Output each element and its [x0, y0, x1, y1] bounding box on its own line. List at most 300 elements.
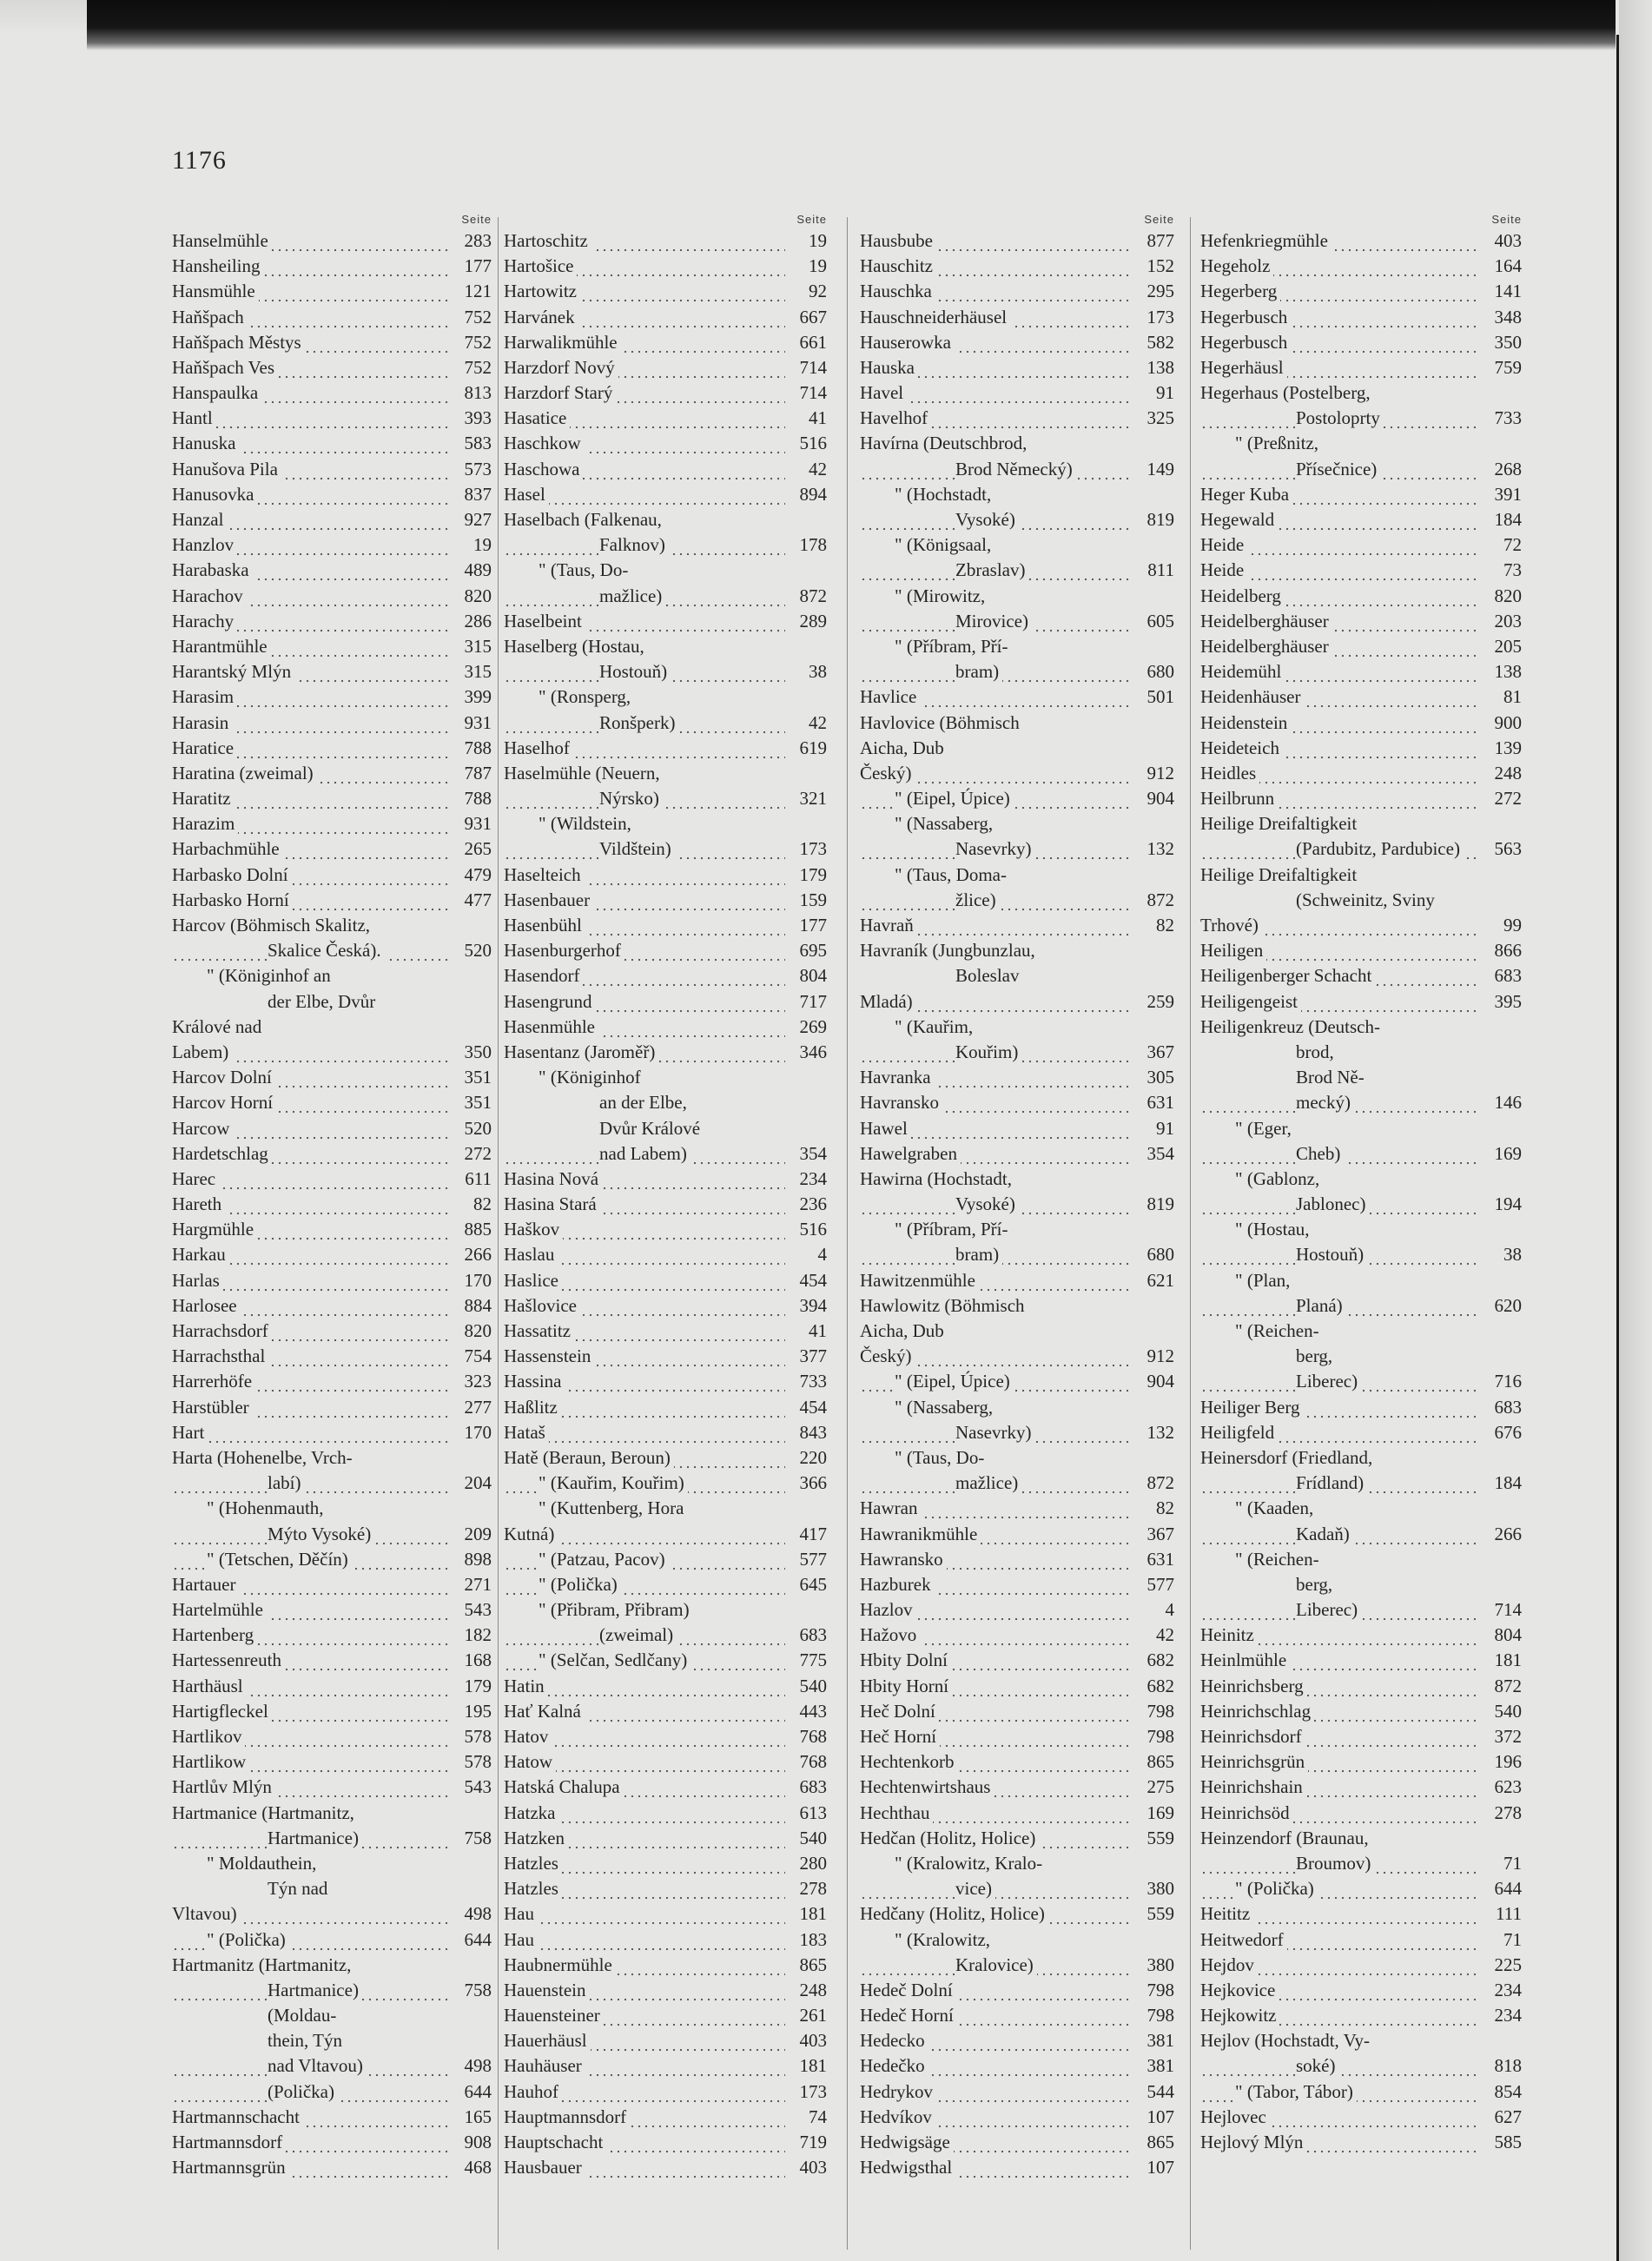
entry-page: 351	[464, 1092, 492, 1114]
index-entry	[504, 228, 827, 254]
index-column-1	[172, 211, 492, 2252]
index-entry	[860, 1293, 1174, 1319]
index-entry	[172, 1522, 492, 1547]
entry-name: Harcov Dolní	[172, 1065, 450, 1090]
entry-page: 351	[464, 1067, 492, 1088]
entry-name: žlice)	[860, 888, 1133, 913]
entry-page: 837	[464, 483, 492, 505]
index-entry	[1200, 1319, 1522, 1344]
index-entry	[504, 1293, 827, 1319]
scan-top-margin	[0, 0, 87, 35]
entry-name: " (Nassaberg,	[895, 1396, 994, 1418]
entry-page: 149	[1146, 458, 1174, 479]
entry-page: 719	[799, 2132, 827, 2153]
entry-page: 350	[1494, 331, 1522, 353]
entry-name: Harstübler	[172, 1395, 450, 1420]
index-entry	[504, 507, 827, 532]
entry-name: " (Eipel, Úpice)	[860, 786, 1133, 811]
index-entry	[1200, 2028, 1522, 2053]
index-entry	[504, 1901, 827, 1927]
index-entry	[860, 457, 1174, 482]
index-entry	[172, 558, 492, 583]
entry-page: 169	[1494, 1142, 1522, 1164]
entry-page: 644	[464, 2080, 492, 2102]
entry-name: Hasengrund	[504, 989, 785, 1015]
index-entry	[1200, 1623, 1522, 1648]
index-entry	[504, 913, 827, 938]
entry-page: 683	[799, 1776, 827, 1798]
entry-name: bram)	[860, 659, 1133, 684]
entry-page: 931	[464, 711, 492, 733]
entry-page: 99	[1503, 915, 1522, 936]
entry-name: Aicha, Dub	[860, 1320, 944, 1342]
entry-name: berg,	[1296, 1345, 1333, 1367]
entry-page: 138	[1494, 661, 1522, 683]
entry-page: 82	[1156, 915, 1174, 936]
entry-name: Harlas	[172, 1268, 450, 1293]
entry-page: 501	[1146, 686, 1174, 708]
index-entry	[172, 1978, 492, 2003]
entry-name: " Moldauthein,	[207, 1852, 317, 1874]
entry-page: 811	[1147, 559, 1174, 581]
entry-page: 644	[464, 1928, 492, 1950]
index-entry	[860, 254, 1174, 279]
entry-page: 266	[464, 1244, 492, 1266]
index-entry	[860, 837, 1174, 863]
entry-name: nad Vltavou)	[172, 2053, 450, 2079]
index-entry	[860, 584, 1174, 609]
entry-name: Heger Kuba	[1200, 482, 1480, 507]
index-entry	[1200, 2105, 1522, 2130]
index-entry	[172, 1674, 492, 1699]
entry-name: Hantl	[172, 406, 450, 431]
entry-name: Nasevrky)	[860, 836, 1133, 862]
entry-page: 752	[464, 331, 492, 353]
index-entry	[504, 1090, 827, 1115]
entry-name: Skalice Česká).	[172, 938, 450, 963]
entry-page: 42	[809, 711, 827, 733]
index-entry	[1200, 254, 1522, 279]
entry-page: 454	[799, 1396, 827, 1418]
entry-name: " (Patzau, Pacov)	[504, 1547, 785, 1572]
index-entry	[172, 913, 492, 938]
index-entry	[172, 305, 492, 330]
index-entry	[1200, 406, 1522, 431]
entry-page: 676	[1494, 1421, 1522, 1443]
entry-name: Heinrichshain	[1200, 1775, 1480, 1800]
entry-page: 667	[799, 306, 827, 327]
index-entry	[1200, 963, 1522, 988]
entry-page: 443	[799, 1700, 827, 1722]
entry-name: (Schweinitz, Sviny	[1296, 889, 1435, 910]
entry-page: 325	[1146, 407, 1174, 429]
entry-page: 269	[799, 1015, 827, 1037]
entry-name: Kralovice)	[860, 1953, 1133, 1978]
entry-page: 348	[1494, 306, 1522, 327]
entry-page: 234	[799, 1167, 827, 1189]
index-entry	[860, 938, 1174, 963]
entry-name: " (Eipel, Úpice)	[860, 1369, 1133, 1394]
entry-page: 872	[1146, 1472, 1174, 1494]
index-entry	[1200, 1496, 1522, 1521]
entry-page: 280	[799, 1852, 827, 1874]
entry-page: 818	[1494, 2055, 1522, 2077]
entry-name: Haňšpach Ves	[172, 355, 450, 380]
index-entry	[860, 1496, 1174, 1521]
index-column-4	[1200, 211, 1522, 2252]
index-entry	[504, 1217, 827, 1242]
entry-name: Hawirna (Hochstadt,	[860, 1167, 1012, 1189]
entry-page: 520	[464, 940, 492, 962]
index-entry	[1200, 1395, 1522, 1420]
entry-name: Harkau	[172, 1242, 450, 1267]
index-entry	[1200, 2130, 1522, 2155]
index-entry	[1200, 457, 1522, 482]
index-entry	[1200, 1851, 1522, 1876]
index-entry	[504, 532, 827, 558]
entry-name: Hartenberg	[172, 1623, 450, 1648]
index-entry	[1200, 1724, 1522, 1749]
entry-page: 714	[799, 382, 827, 404]
seite-header: Seite	[461, 213, 492, 226]
entry-page: 194	[1494, 1193, 1522, 1215]
entry-page: 885	[464, 1219, 492, 1240]
index-entry	[860, 1699, 1174, 1724]
entry-name: Hansmühle	[172, 279, 450, 304]
index-entry	[860, 659, 1174, 684]
entry-page: 107	[1146, 2157, 1174, 2178]
index-entry	[504, 963, 827, 988]
entry-name: Harlosee	[172, 1293, 450, 1319]
entry-name: Hawitzenmühle	[860, 1268, 1133, 1293]
entry-page: 173	[799, 2080, 827, 2102]
entry-name: Hanušova Pila	[172, 457, 450, 482]
entry-name: Haschkow	[504, 431, 785, 456]
entry-name: Hedvíkov	[860, 2105, 1133, 2130]
entry-name: Hauschitz	[860, 254, 1133, 279]
index-entry	[1200, 1597, 1522, 1623]
index-entry	[860, 1319, 1174, 1344]
entry-page: 170	[464, 1421, 492, 1443]
entry-page: 627	[1494, 2106, 1522, 2127]
entry-name: Labem)	[172, 1040, 450, 1065]
index-entry	[172, 938, 492, 963]
index-entry	[1200, 507, 1522, 532]
index-entry	[504, 1141, 827, 1167]
index-entry	[1200, 2054, 1522, 2079]
entry-name: " (Taus, Do-	[539, 559, 629, 581]
entry-name: Hauensteiner	[504, 2003, 785, 2028]
index-entry	[172, 1724, 492, 1749]
index-entry	[860, 634, 1174, 659]
entry-page: 683	[1494, 965, 1522, 987]
entry-page: 716	[1494, 1371, 1522, 1392]
entry-page: 170	[464, 1269, 492, 1291]
entry-page: 804	[1494, 1624, 1522, 1646]
index-entry	[1200, 1547, 1522, 1572]
entry-page: 71	[1503, 1852, 1522, 1874]
entry-name: Hejlovec	[1200, 2105, 1480, 2130]
entry-page: 912	[1146, 762, 1174, 783]
entry-page: 178	[799, 534, 827, 556]
index-entry	[504, 1699, 827, 1724]
index-entry	[504, 1597, 827, 1623]
index-entry	[860, 2130, 1174, 2155]
index-entry	[504, 1674, 827, 1699]
index-entry	[1200, 811, 1522, 836]
entry-name: Hartowitz	[504, 279, 785, 304]
entry-page: 4	[1165, 1599, 1174, 1621]
entry-name: Hauerhäusl	[504, 2028, 785, 2053]
index-entry	[860, 1471, 1174, 1496]
index-entry	[1200, 786, 1522, 811]
entry-page: 804	[799, 965, 827, 987]
entry-name: " (Kaaden,	[1235, 1497, 1314, 1519]
entry-name: Hanuska	[172, 431, 450, 456]
entry-name: brod,	[1296, 1041, 1334, 1062]
entry-name: " (Wildstein,	[539, 813, 631, 835]
entry-page: 205	[1494, 635, 1522, 657]
index-entry	[504, 279, 827, 304]
entry-page: 733	[799, 1371, 827, 1392]
index-entry	[504, 1826, 827, 1851]
entry-name: " (Tabor, Tábor)	[1200, 2079, 1480, 2105]
index-entry	[860, 684, 1174, 710]
entry-name: an der Elbe,	[599, 1092, 687, 1114]
entry-name: Hechthau	[860, 1801, 1133, 1826]
entry-name: Heide	[1200, 532, 1480, 558]
entries-list	[504, 228, 827, 2180]
index-entry	[860, 532, 1174, 558]
entry-page: 819	[1146, 509, 1174, 531]
index-entry	[172, 684, 492, 710]
index-entry	[1200, 1749, 1522, 1775]
entry-page: 184	[1494, 1472, 1522, 1494]
index-entry	[504, 2079, 827, 2105]
index-entry	[1200, 1775, 1522, 1800]
index-entry	[1200, 1243, 1522, 1268]
entry-name: " (Hohenmauth,	[207, 1497, 324, 1519]
entry-page: 645	[799, 1573, 827, 1595]
entry-name: Hedwigsthal	[860, 2155, 1133, 2180]
index-entry	[172, 1268, 492, 1293]
entry-page: 181	[799, 1903, 827, 1925]
index-entry	[504, 1953, 827, 1978]
entry-page: 286	[464, 610, 492, 631]
index-entry	[172, 1344, 492, 1369]
index-entry	[1200, 1040, 1522, 1065]
entry-name: Hartošice	[504, 254, 785, 279]
entry-name: Jablonec)	[1200, 1192, 1480, 1217]
entry-page: 271	[464, 1573, 492, 1595]
entry-name: labí)	[172, 1471, 450, 1496]
entry-page: 177	[464, 255, 492, 277]
entry-page: 577	[799, 1548, 827, 1570]
entry-page: 248	[1494, 762, 1522, 783]
index-entry	[504, 457, 827, 482]
entry-name: Hartlikow	[172, 1749, 450, 1775]
index-entry	[1200, 1801, 1522, 1826]
entry-page: 380	[1146, 1878, 1174, 1900]
index-entry	[860, 1801, 1174, 1826]
entry-name: Heinrichsdorf	[1200, 1724, 1480, 1749]
entry-page: 477	[464, 889, 492, 910]
index-entry	[172, 1801, 492, 1826]
entry-name: Harbachmühle	[172, 836, 450, 862]
index-entry	[172, 1851, 492, 1876]
entry-name: Hargmühle	[172, 1217, 450, 1242]
index-entry	[172, 457, 492, 482]
entry-page: 631	[1146, 1548, 1174, 1570]
index-entry	[172, 2054, 492, 2079]
entry-page: 754	[464, 1345, 492, 1367]
entry-name: " (Příbram, Pří-	[895, 1219, 1008, 1240]
entry-name: Hašlovice	[504, 1293, 785, 1319]
index-entry	[1200, 432, 1522, 457]
index-entry	[172, 1927, 492, 1953]
entry-page: 182	[464, 1624, 492, 1646]
entry-page: 516	[799, 1219, 827, 1240]
index-entry	[172, 1623, 492, 1648]
index-entry	[1200, 913, 1522, 938]
column-separator	[847, 217, 848, 2250]
entry-page: 91	[1156, 1117, 1174, 1139]
entry-page: 872	[1146, 889, 1174, 910]
entry-name: Planá)	[1200, 1293, 1480, 1319]
index-entry	[860, 507, 1174, 532]
entry-name: Heiligenberger Schacht	[1200, 963, 1480, 988]
entry-name: Hauschneiderhäusel	[860, 305, 1133, 330]
index-entry	[1200, 1674, 1522, 1699]
entry-name: Haßlitz	[504, 1395, 785, 1420]
index-entry	[504, 2130, 827, 2155]
entry-name: " (Taus, Doma-	[895, 863, 1007, 885]
index-entry	[1200, 1268, 1522, 1293]
index-entry	[172, 1572, 492, 1597]
entry-name: Brod Německý)	[860, 457, 1133, 482]
index-entry	[860, 1876, 1174, 1901]
entry-page: 752	[464, 356, 492, 378]
entry-name: Havranka	[860, 1065, 1133, 1090]
index-entry	[1200, 1420, 1522, 1445]
index-entry	[504, 837, 827, 863]
entry-page: 695	[799, 940, 827, 962]
index-entry	[504, 1522, 827, 1547]
entry-page: 164	[1494, 255, 1522, 277]
entry-page: 367	[1146, 1523, 1174, 1544]
entry-name: " (Königsaal,	[895, 534, 992, 556]
entry-name: Hegerhaus (Postelberg,	[1200, 382, 1371, 404]
entry-page: 813	[464, 382, 492, 404]
entry-name: Hasina Stará	[504, 1192, 785, 1217]
index-entry	[504, 482, 827, 507]
entry-name: Haselhof	[504, 736, 785, 761]
entry-name: Hauptschacht	[504, 2130, 785, 2155]
entry-name: berg,	[1296, 1573, 1333, 1595]
entry-page: 877	[1146, 229, 1174, 251]
entry-page: 605	[1146, 610, 1174, 631]
index-entry	[172, 1319, 492, 1344]
entry-page: 489	[464, 559, 492, 581]
entry-page: 403	[799, 2157, 827, 2178]
index-entry	[172, 1445, 492, 1471]
entry-name: Haselbeint	[504, 609, 785, 634]
entry-name: Hegewald	[1200, 507, 1480, 532]
index-entry	[860, 1090, 1174, 1115]
entry-page: 820	[1494, 585, 1522, 606]
entry-page: 904	[1146, 788, 1174, 810]
entry-name: Harantský Mlýn	[172, 659, 450, 684]
entry-page: 71	[1503, 1928, 1522, 1950]
index-entry	[504, 2054, 827, 2079]
entry-name: " (Nassaberg,	[895, 813, 994, 835]
index-entry	[504, 1445, 827, 1471]
index-entry	[860, 432, 1174, 457]
index-entry	[1200, 1953, 1522, 1978]
index-entry	[860, 736, 1174, 761]
index-entry	[1200, 1522, 1522, 1547]
entry-page: 146	[1494, 1092, 1522, 1114]
entry-page: 236	[799, 1193, 827, 1215]
entry-name: Hedrykov	[860, 2079, 1133, 2105]
entry-page: 248	[799, 1979, 827, 2000]
entry-page: 872	[799, 585, 827, 606]
entry-name: Hedčany (Holitz, Holice)	[860, 1901, 1133, 1927]
index-entry	[172, 786, 492, 811]
entry-name: Hedwigsäge	[860, 2130, 1133, 2155]
entry-name: Hostouň)	[504, 659, 785, 684]
entry-page: 820	[464, 585, 492, 606]
entry-name: Hawranikmühle	[860, 1522, 1133, 1547]
entry-page: 177	[799, 915, 827, 936]
entry-page: 19	[809, 255, 827, 277]
index-entry	[860, 1420, 1174, 1445]
index-entry	[504, 1192, 827, 1217]
entry-page: 865	[1146, 2132, 1174, 2153]
index-entry	[172, 609, 492, 634]
scan-right-margin	[1619, 0, 1652, 2261]
entry-name: Harabaska	[172, 558, 450, 583]
index-column-2	[504, 211, 827, 2252]
entry-page: 234	[1494, 2005, 1522, 2026]
entry-page: 454	[799, 1269, 827, 1291]
entry-page: 403	[1494, 229, 1522, 251]
entry-name: Harec	[172, 1167, 450, 1192]
entry-page: 582	[1146, 331, 1174, 353]
index-entry	[504, 254, 827, 279]
entry-page: 196	[1494, 1751, 1522, 1773]
entry-name: Hedeč Horní	[860, 2003, 1133, 2028]
index-entry	[1200, 1699, 1522, 1724]
index-entry	[504, 584, 827, 609]
entry-page: 73	[1503, 559, 1522, 581]
index-entry	[172, 355, 492, 380]
entry-page: 272	[464, 1142, 492, 1164]
entry-page: 908	[464, 2132, 492, 2153]
entry-name: Heinzendorf (Braunau,	[1200, 1827, 1369, 1848]
entry-name: Havel	[860, 380, 1133, 406]
entry-page: 578	[464, 1726, 492, 1748]
entry-page: 758	[464, 1827, 492, 1848]
entry-name: Hawel	[860, 1116, 1133, 1141]
entry-name: " (Selčan, Sedlčany)	[504, 1648, 785, 1673]
entry-page: 768	[799, 1726, 827, 1748]
entry-name: Hanselmühle	[172, 228, 450, 254]
entry-page: 91	[1156, 382, 1174, 404]
entry-name: Vysoké)	[860, 507, 1133, 532]
entry-name: Hazlov	[860, 1597, 1133, 1623]
index-entry	[172, 1243, 492, 1268]
